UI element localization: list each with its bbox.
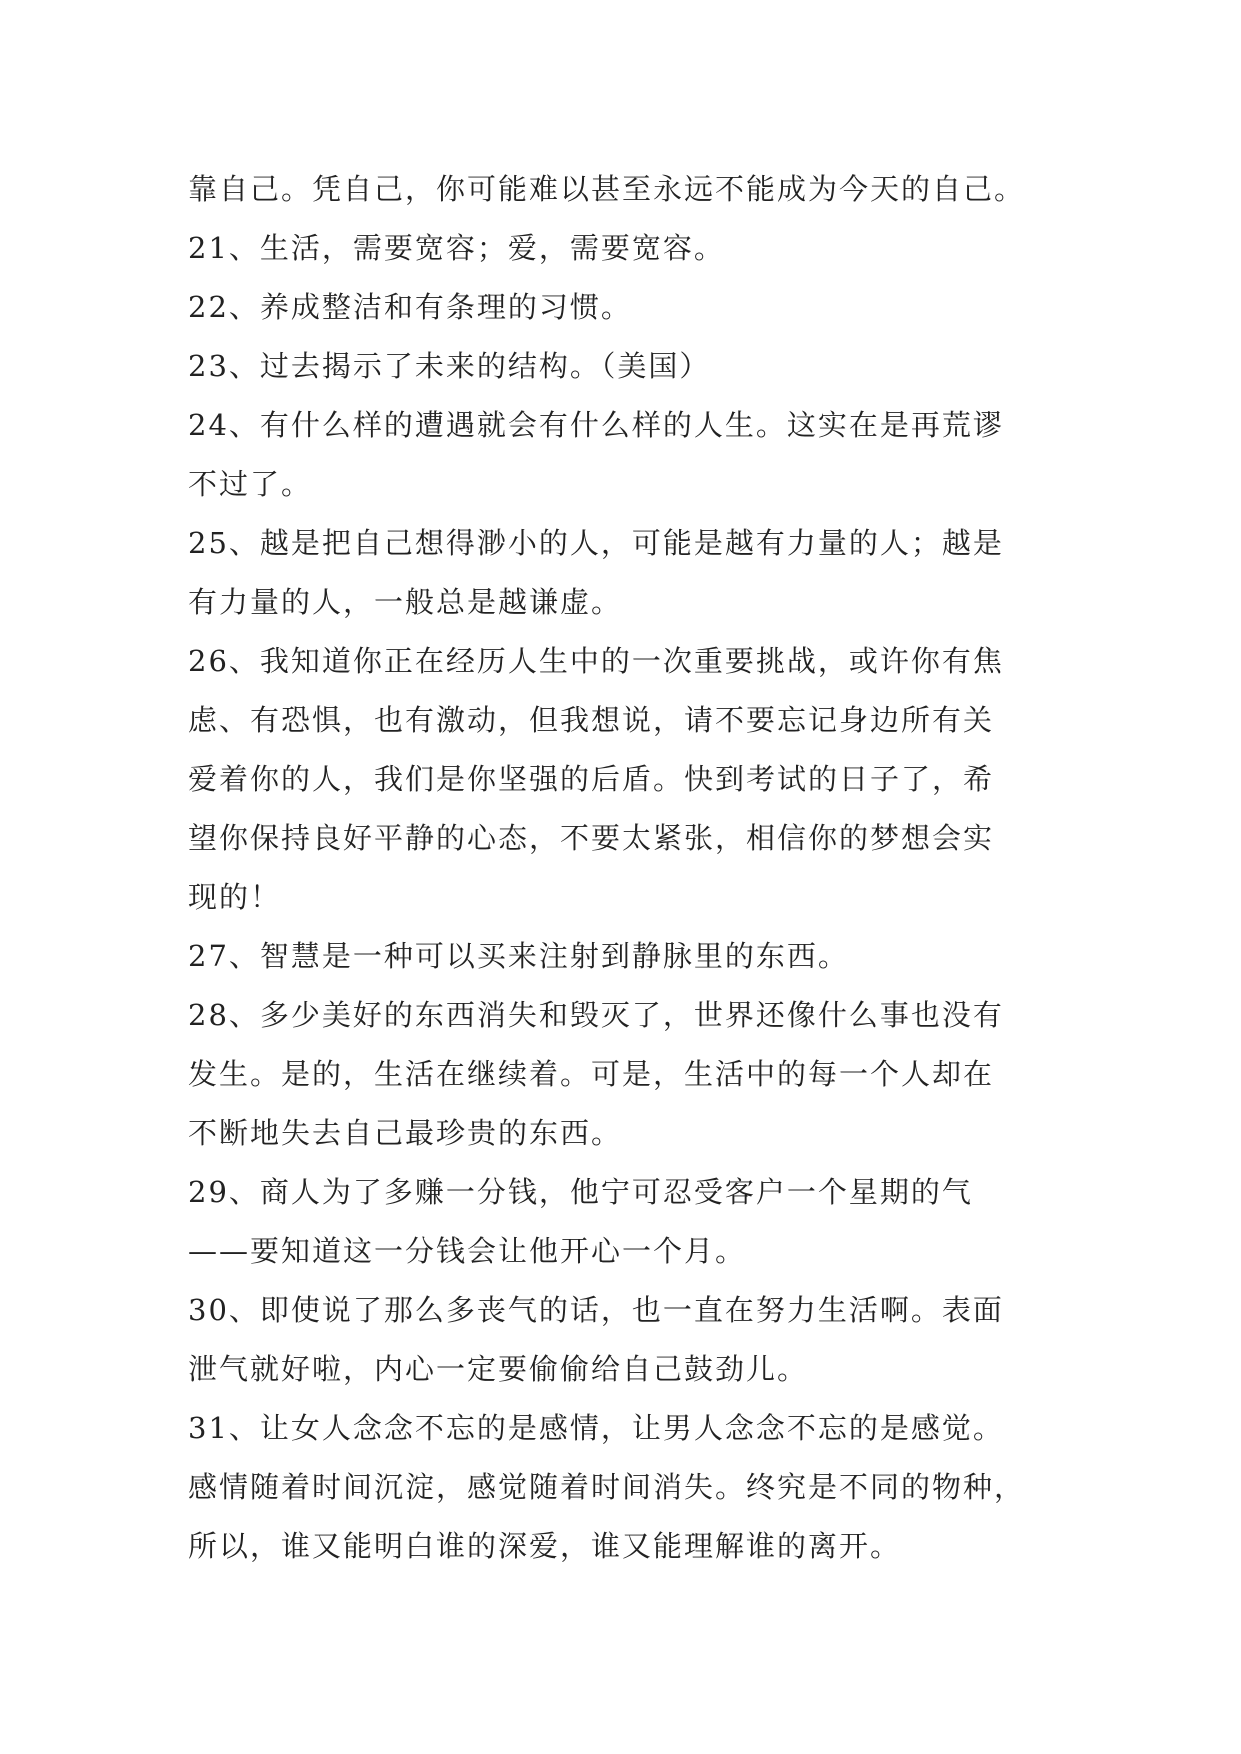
text-line: 28、多少美好的东西消失和毁灭了，世界还像什么事也没有 [188,998,1004,1032]
text-line: 30、即使说了那么多丧气的话，也一直在努力生活啊。表面 [188,1293,1004,1327]
text-line: 27、智慧是一种可以买来注射到静脉里的东西。 [188,939,849,973]
text-line: ——要知道这一分钱会让他开心一个月。 [188,1234,747,1268]
text-line: 感情随着时间沉淀，感觉随着时间消失。终究是不同的物种， [188,1470,1026,1504]
text-line: 现的！ [188,880,282,914]
text-line: 23、过去揭示了未来的结构。（美国） [188,349,711,383]
document-body [188,160,1068,1576]
text-line: 所以，谁又能明白谁的深爱，谁又能理解谁的离开。 [188,1529,902,1563]
text-line: 虑、有恐惧，也有激动，但我想说，请不要忘记身边所有关 [188,703,995,737]
text-line: 26、我知道你正在经历人生中的一次重要挑战，或许你有焦 [188,644,1004,678]
text-line: 31、让女人念念不忘的是感情，让男人念念不忘的是感觉。 [188,1411,1004,1445]
text-line: 不断地失去自己最珍贵的东西。 [188,1116,623,1150]
text-line: 25、越是把自己想得渺小的人，可能是越有力量的人；越是 [188,526,1004,560]
text-line: 29、商人为了多赚一分钱，他宁可忍受客户一个星期的气 [188,1175,973,1209]
text-line: 24、有什么样的遭遇就会有什么样的人生。这实在是再荒谬 [188,408,1004,442]
text-line: 靠自己。凭自己，你可能难以甚至永远不能成为今天的自己。 [188,172,1026,206]
text-line: 不过了。 [188,467,313,501]
text-line: 望你保持良好平静的心态，不要太紧张，相信你的梦想会实 [188,821,995,855]
text-line: 发生。是的，生活在继续着。可是，生活中的每一个人却在 [188,1057,995,1091]
text-line: 21、生活，需要宽容；爱，需要宽容。 [188,231,725,265]
text-line: 有力量的人，一般总是越谦虚。 [188,585,623,619]
text-line: 泄气就好啦，内心一定要偷偷给自己鼓劲儿。 [188,1352,809,1386]
text-line: 爱着你的人，我们是你坚强的后盾。快到考试的日子了，希 [188,762,995,796]
text-line: 22、养成整洁和有条理的习惯。 [188,290,632,324]
